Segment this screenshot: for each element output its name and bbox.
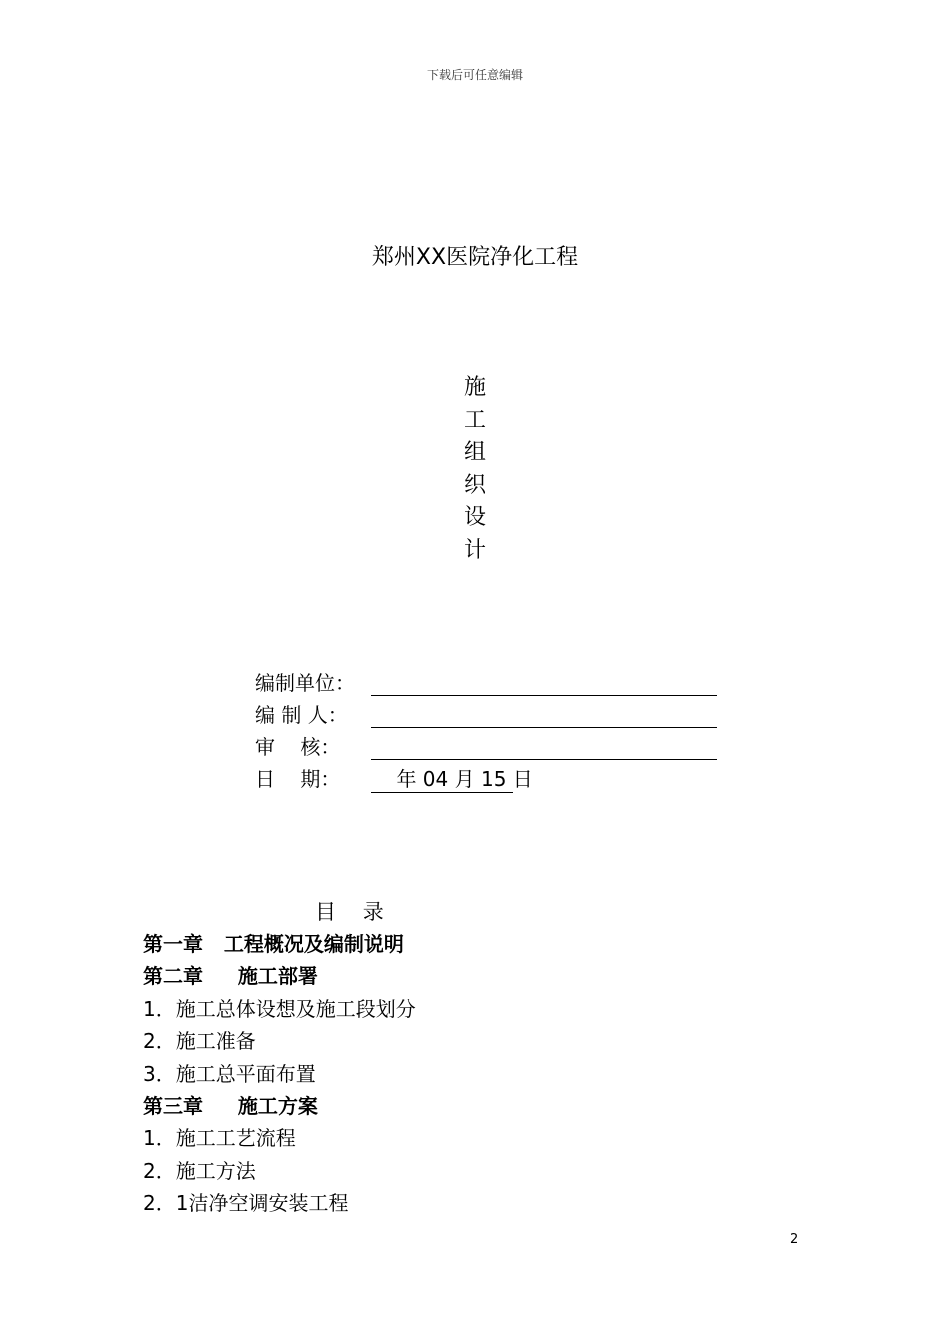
reviewer-label: 审 核： [255,735,341,759]
author-label: 编 制 人： [255,703,348,727]
date-label: 日 期： [255,767,341,791]
page-number: 2 [790,1232,799,1247]
toc-item[interactable]: 2．施工准备 [143,1029,256,1054]
toc-title: 目 录 [315,900,384,924]
document-title: 郑州XX医院净化工程 [371,245,579,270]
toc-item[interactable]: 2．1洁净空调安装工程 [143,1191,349,1216]
subtitle-char: 施 [463,375,486,400]
toc-item[interactable]: 1．施工工艺流程 [143,1126,296,1151]
date-value [371,763,533,795]
toc-item[interactable]: 2．施工方法 [143,1158,256,1183]
form-row-reviewer [255,731,735,763]
subtitle-char: 工 [463,407,486,433]
subtitle-char: 计 [463,537,486,563]
header-note: 下载后可任意编辑 [426,68,523,82]
toc-item[interactable]: 第一章 工程概况及编制说明 [143,932,404,956]
subtitle-char: 设 [463,505,486,531]
form-row-unit [255,667,735,699]
month-value: 04 [416,767,455,791]
subtitle-char: 织 [463,472,486,498]
day-suffix: 日 [512,767,533,791]
form-row-date [255,763,735,795]
vertical-subtitle [455,372,495,568]
unit-blank-line [371,673,717,696]
unit-label: 编制单位： [255,671,355,695]
author-blank-line [371,705,717,728]
subtitle-char: 组 [463,440,486,466]
year-blank [371,766,396,793]
year-suffix: 年 [396,767,417,791]
toc-item[interactable]: 3．施工总平面布置 [143,1061,316,1086]
toc-item[interactable]: 第二章 施工部署 [143,964,318,989]
month-suffix: 月 [454,767,475,791]
toc-item[interactable]: 1．施工总体设想及施工段划分 [143,996,416,1021]
day-value: 15 [474,767,513,791]
toc-item[interactable]: 第三章 施工方案 [143,1094,318,1118]
reviewer-blank-line [371,737,717,760]
form-row-author [255,699,735,731]
